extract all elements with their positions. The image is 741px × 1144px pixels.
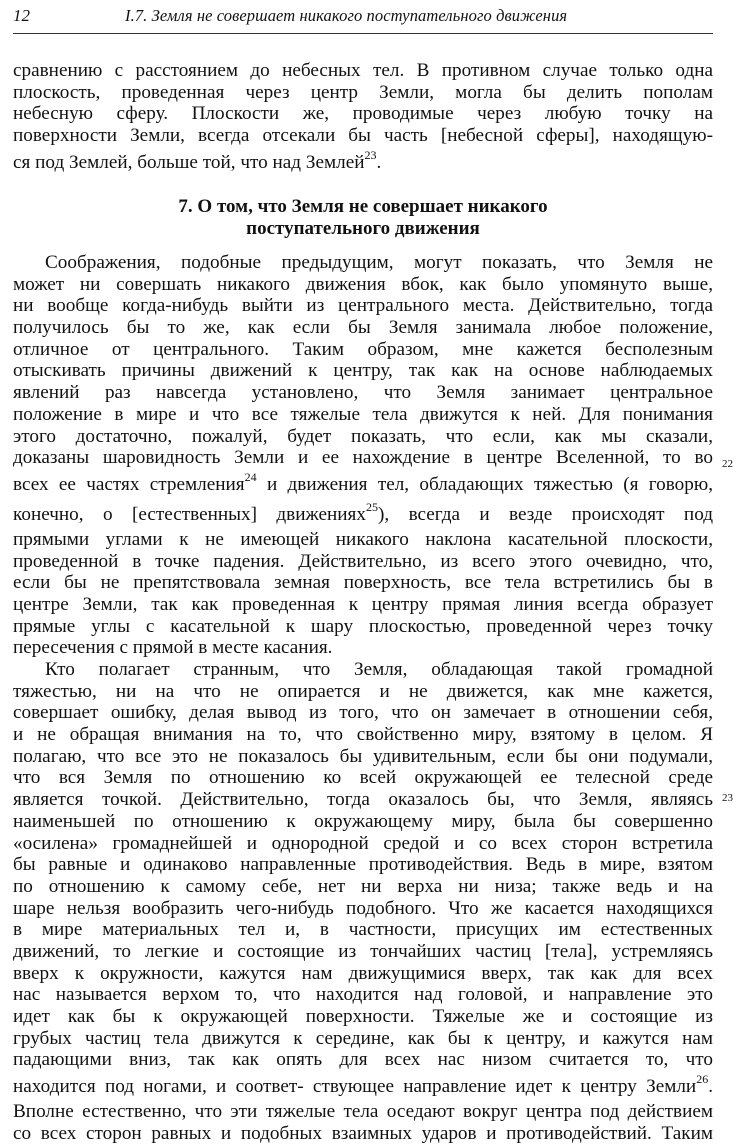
text-line: Кто полагает странным, что Земля, обладающая такой громадной (45, 659, 713, 680)
text-line: со всех сторон равных и подобных взаимных ударов и противодействий. Таким (13, 1122, 713, 1144)
text-line (13, 499, 713, 529)
text-line: ни вообще когда-нибудь выйти из центрального места. Действительно, тогда (13, 295, 713, 317)
text-line: поверхности Земли, всегда отсекали бы часть [небесной сферы], находящую- (13, 125, 713, 147)
header-rule (13, 33, 713, 34)
text-line: движений, то легкие и состоящие из тончайших частиц [тела], устремляясь (13, 940, 713, 962)
text-fragment: . (708, 1076, 713, 1098)
text-line: отыскивать причины движений к центру, так как на основе наблюдаемых (13, 360, 713, 382)
text-fragment: находится под ногами, и соответ- ствующее направление идет к центру Земли (13, 1076, 697, 1098)
footnote-ref: 26 (696, 1072, 709, 1087)
margin-page-marker: 22 (722, 458, 733, 470)
text-line: грубых частиц тела движутся к середине, как бы к центру, и кажутся нам (13, 1027, 713, 1049)
section-heading (13, 196, 713, 240)
text-fragment: ), всегда и везде происходят под (377, 503, 713, 525)
text-line: получилось бы то же, как если бы Земля занимала любое положение, (13, 317, 713, 339)
text-line: Соображения, подобные предыдущим, могут показать, что Земля не (45, 252, 713, 273)
text-line: плоскость, проведенная через центр Земли, могла бы делить пополам (13, 81, 713, 103)
page-header (13, 6, 713, 30)
text-line: бы равные и одинаково направленные противодействия. Ведь в мире, взятом (13, 854, 713, 876)
text-line: проведенной в точке падения. Действительно, из всего этого очевидно, что, (13, 550, 713, 572)
text-line: полагаю, что все это не показалось бы удивительным, если бы они подумали, (13, 745, 713, 767)
text-line: прямые углы с касательной к шару плоскостью, проведенной через точку (13, 615, 713, 637)
text-line (13, 469, 713, 499)
text-line: шаре нельзя вообразить чего-нибудь подобного. Что же касается находящихся (13, 897, 713, 919)
margin-page-marker: 23 (722, 792, 733, 804)
text-line: нас называется верхом то, что находится над головой, и направление это (13, 984, 713, 1006)
text-line: Вполне естественно, что эти тяжелые тела оседают вокруг центра под действием (13, 1101, 713, 1123)
running-title: I.7. Земля не совершает никакого поступательного движения (125, 6, 568, 25)
footnote-ref: 23 (364, 147, 377, 162)
text-line: положение в мире и что все тяжелые тела движутся к ней. Для понимания (13, 403, 713, 425)
text-line: наименьшей по отношению к окружающему миру, была бы совершенно (13, 810, 713, 832)
text-line: сравнению с расстоянием до небесных тел. В противном случае только одна (13, 60, 713, 81)
text-line (13, 1071, 713, 1101)
text-line: центре Земли, так как проведенная к центру прямая линия всегда образует (13, 593, 713, 615)
text-line: явлений раз навсегда установлено, что Земля занимает центральное (13, 382, 713, 404)
text-line: тяжестью, ни на что не опирается и не движется, как мне кажется, (13, 680, 713, 702)
text-fragment: конечно, о [естественных] движениях (13, 503, 366, 525)
text-line: идет как бы к окружающей поверхности. Тяжелые же и состоящие из (13, 1006, 713, 1027)
text-line: что вся Земля по отношению ко всей окружающей ее телесной среде (13, 767, 713, 789)
text-line: прямыми углами к не имеющей никакого наклона касательной плоскости, (13, 528, 713, 550)
text-line: если бы не препятствовала земная поверхность, все тела встретились бы в (13, 572, 713, 594)
text-line: в мире материальных тел и, в частности, присущих им естественных (13, 919, 713, 941)
text-fragment: и движения тел, обладающих тяжестью (я говорю, (256, 473, 713, 495)
page-number: 12 (13, 6, 30, 25)
text-line: по отношению к самому себе, нет ни верха ни низа; также ведь и на (13, 875, 713, 897)
footnote-ref: 24 (244, 469, 257, 484)
text-line: вверх к окружности, кажутся нам движущимися вверх, так как для всех (13, 962, 713, 984)
intro-paragraph (13, 60, 713, 177)
text-line (13, 147, 713, 177)
text-line: этого достаточно, пожалуй, будет показать, что если, как мы сказали, (13, 425, 713, 447)
text-line: пересечения с прямой в месте касания. (13, 637, 333, 659)
text-line: доказаны шаровидность Земли и ее нахождение в центре Вселенной, то во (13, 447, 713, 469)
text-line: совершает ошибку, делая вывод из того, что он замечает в отношении себя, (13, 702, 713, 724)
text-line: небесную сферу. Плоскости же, проводимые через любую точку на (13, 103, 713, 125)
text-fragment: ся под Землей, больше той, что над Землей (13, 151, 365, 173)
main-text (13, 252, 713, 1144)
text-line: «осилена» громаднейшей и однородной средой и со всех сторон встретила (13, 832, 713, 854)
text-fragment: . (376, 151, 382, 173)
text-line: и не обращая внимания на то, что свойственно миру, взятому в целом. Я (13, 724, 713, 746)
text-fragment: всех ее частях стремления (13, 473, 245, 495)
footnote-ref: 25 (365, 499, 378, 514)
text-line: является точкой. Действительно, тогда оказалось бы, что Земля, являясь (13, 789, 713, 811)
heading-line: 7. О том, что Земля не совершает никакого (178, 196, 548, 217)
text-line: может ни совершать никакого движения вбок, как было упомянуто выше, (13, 273, 713, 295)
heading-line: поступательного движения (246, 218, 480, 239)
text-line: отличное от центрального. Таким образом, мне кажется бесполезным (13, 338, 713, 360)
text-line: падающими вниз, так как опять для всех нас низом считается то, что (13, 1049, 713, 1071)
